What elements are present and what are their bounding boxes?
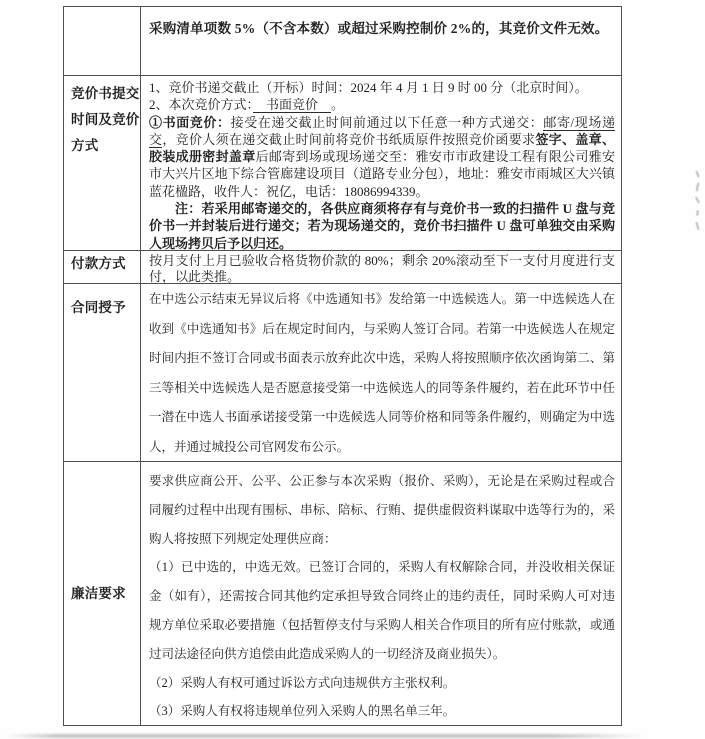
table-row-integrity-requirements: [64, 462, 621, 725]
row-label-integrity-text: 廉洁要求: [71, 585, 126, 601]
table-row-contract-award: [64, 284, 621, 462]
paragraph: ①书面竞价：接受在递交截止时间前通过以下任意一种方式递交：邮寄/现场递交，竞价人须在递交截止时间前将竞价书纸质原件按照竞价函要求签字、盖章、胶装成册密封盖章后邮寄到场或现场递交至：雅安市市政建设工程有限公司雅安市大兴片区地下综合管廊建设项目（道路专业分包），地址：雅安市雨城区大兴镇蓝花楹路，收件人：祝亿，电话：18086994339。: [149, 114, 615, 199]
row-content-bid-invalid-clause: [141, 7, 621, 75]
table-row-payment-method: [64, 251, 621, 284]
ink-bleedthrough-marks: [694, 162, 704, 242]
row-content-payment-method: [141, 251, 621, 283]
row-content-integrity-requirements: [141, 462, 621, 725]
paragraph: 2、本次竞价方式： 书面竞价 。: [149, 97, 345, 113]
paragraph: （3）采购人有权将违规单位列入采购人的黑名单三年。: [149, 704, 456, 719]
paragraph: （1）已中选的，中选无效。已签订合同的，采购人有权解除合同，并没收相关保证金（如有），还需按合同其他约定承担导致合同终止的违约责任，同时采购人可对违规方单位采取必要措施（包括暂停支付与采购人相关合作项目的所有应付账款，或通过司法途径向供方追偿由此造成采购人的一切经济及商业损失）。: [149, 560, 615, 661]
row-label-integrity-requirements: [64, 462, 141, 725]
row-content-bid-submission-details: [141, 76, 621, 250]
paragraph: 1、竞价书递交截止（开标）时间：2024 年 4 月 1 日 9 时 00 分（北京时间）。: [149, 80, 588, 95]
row-label-contract-award: 合同授予: [64, 284, 141, 461]
row-content-contract-award: [141, 284, 621, 461]
paragraph: 按月支付上月已验收合格货物价款的 80%；剩余 20%滚动至下一支付月度进行支付，以此类推。: [149, 253, 615, 283]
paragraph: （2）采购人有权可通过诉讼方式向违规供方主张权利。: [149, 675, 456, 690]
paragraph: 在中选公示结束无异议后将《中选通知书》发给第一中选候选人。第一中选候选人在收到《中选通知书》后在规定时间内，与采购人签订合同。若第一中选候选人在规定时间内拒不签订合同或书面表示放弃此次中选，采购人将按照顺序依次函询第二、第三等相关中选候选人是否愿意接受第一中选候选人的同等条件履约，若在此环节中任一潜在中选人书面承诺接受第一中选候选人同等价格和同等条件履约，则确定为中选人，并通过城投公司官网发布公示。: [149, 292, 615, 454]
table-row-bid-submission: [64, 76, 621, 251]
paragraph: 要求供应商公开、公平、公正参与本次采购（报价、采购），无论是在采购过程或合同履约过程中出现有围标、串标、陪标、行贿、提供虚假资料谋取中选等行为的，采购人将按照下列规定处理供应商：: [149, 474, 615, 546]
paragraph: 采购清单项数 5%（不含本数）或超过采购控制价 2%的，其竞价文件无效。: [149, 21, 609, 36]
table-row-bid-invalid-clause: [64, 7, 621, 76]
row-label-payment-method: 付款方式: [64, 251, 141, 283]
procurement-terms-table: [63, 6, 622, 726]
row-label-bid-submission-time-method: 竞价书提交时间及竞价方式: [64, 76, 141, 250]
row-label-empty: [64, 7, 141, 75]
paragraph: 注：若采用邮寄递交的，各供应商须将存有与竞价书一致的扫描件 U 盘与竞价书一并封装后进行递交；若为现场递交的，竞价书扫描件 U 盘可单独交由采购人现场拷贝后予以归还。: [149, 201, 615, 250]
page-edge-shadow: [6, 734, 646, 738]
